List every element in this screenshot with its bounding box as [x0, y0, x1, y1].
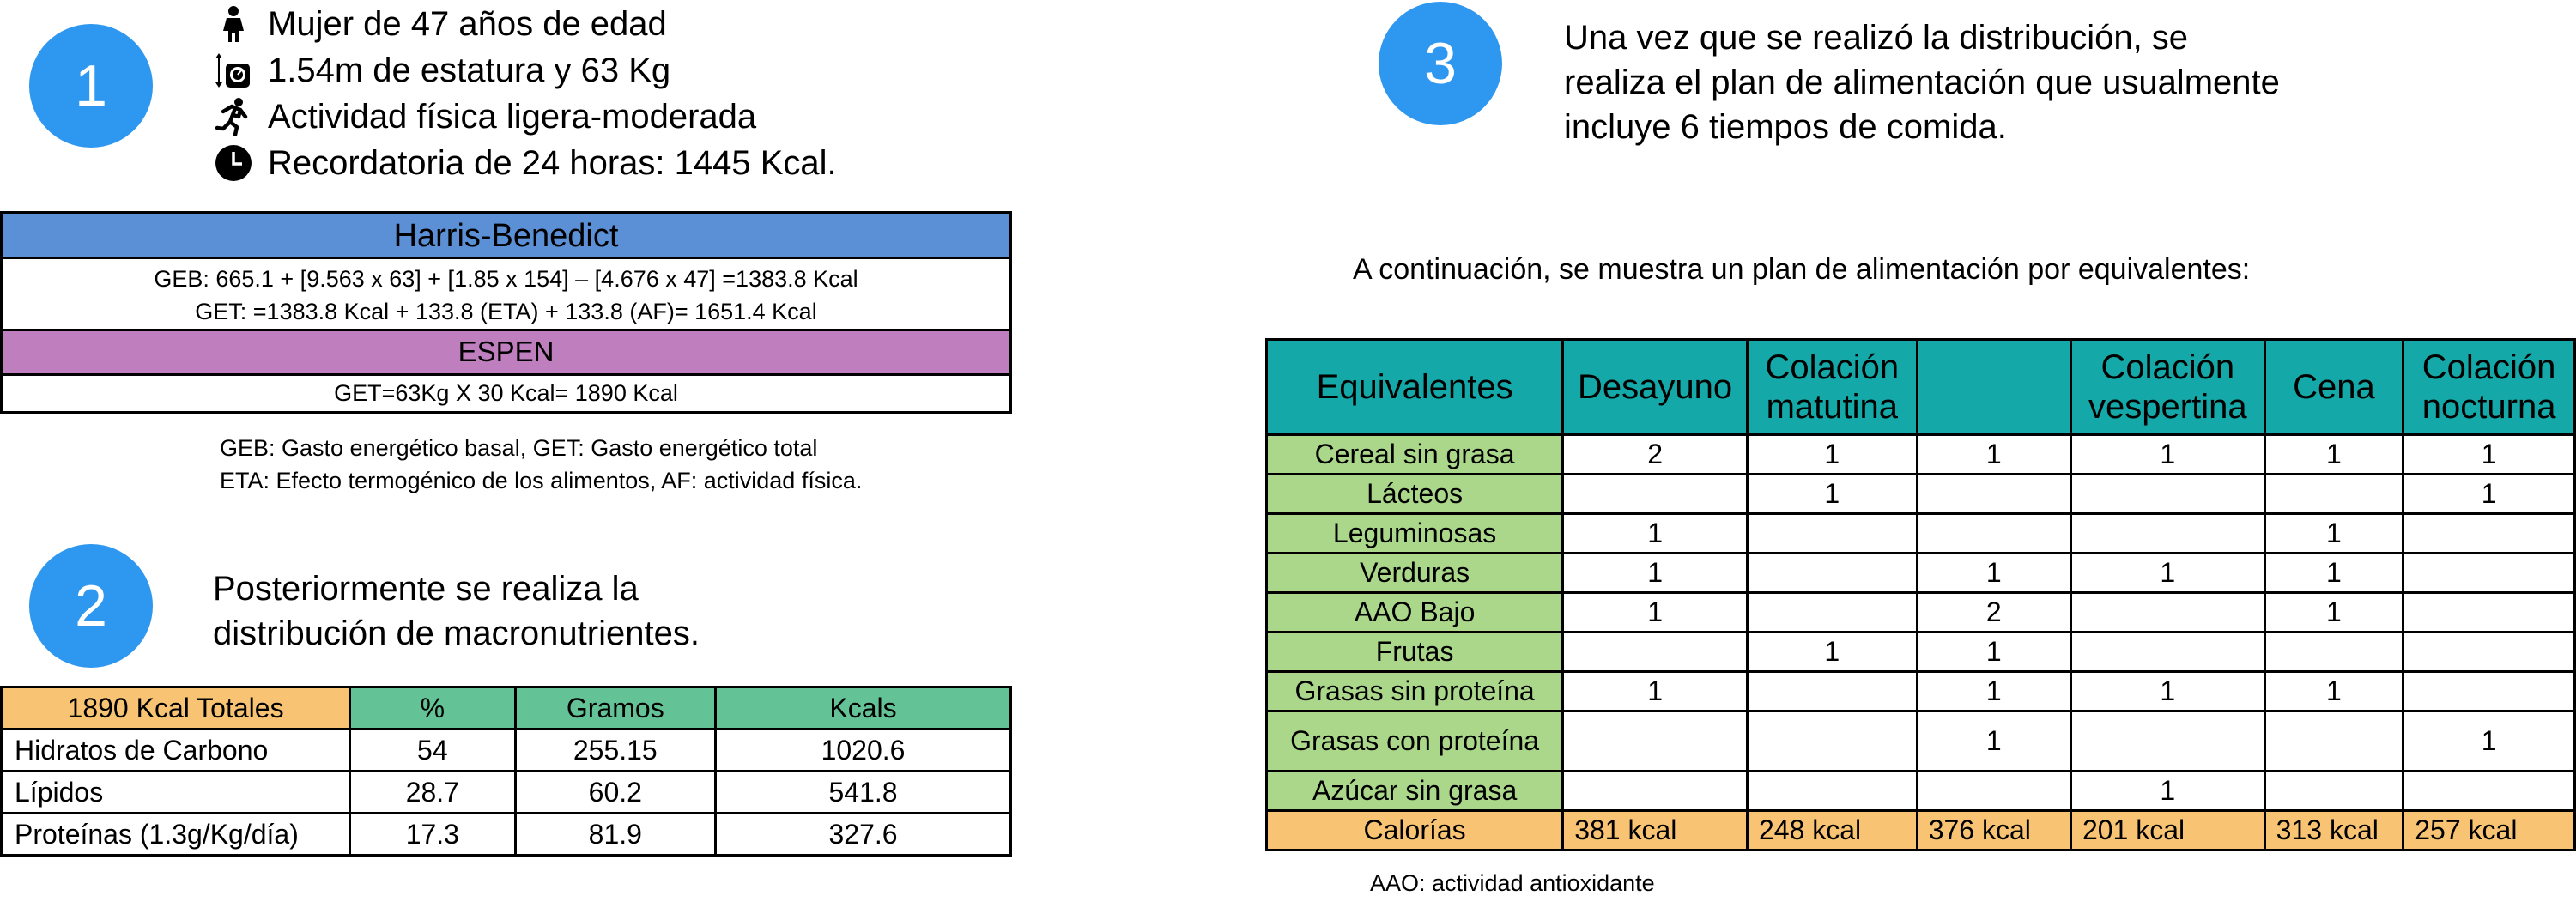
plan-cell — [2264, 633, 2403, 672]
step-3-badge — [1379, 2, 1502, 125]
plan-cell — [1747, 554, 1917, 593]
food-group-label: Cereal sin grasa — [1267, 435, 1563, 475]
plan-cell — [2403, 514, 2575, 554]
plan-cell: 1 — [1563, 514, 1748, 554]
macro-cell: Proteínas (1.3g/Kg/día) — [2, 814, 350, 856]
plan-cell — [2070, 711, 2264, 772]
plan-cell — [2403, 554, 2575, 593]
table-row — [1267, 811, 2575, 851]
plan-cell — [2264, 711, 2403, 772]
plan-cell: 1 — [1747, 633, 1917, 672]
plan-cell — [1747, 772, 1917, 811]
food-group-label: AAO Bajo — [1267, 593, 1563, 633]
macro-cell: 54 — [350, 729, 515, 772]
clock-icon — [215, 144, 252, 182]
plan-cell — [1917, 772, 2070, 811]
plan-cell — [2403, 633, 2575, 672]
table-row — [2, 772, 1011, 814]
table-row — [1267, 554, 2575, 593]
plan-cell: 1 — [2403, 711, 2575, 772]
step-3-description — [1564, 15, 2280, 149]
food-group-label: Azúcar sin grasa — [1267, 772, 1563, 811]
plan-cell: 1 — [2403, 475, 2575, 514]
energy-calculation-block — [0, 211, 1012, 414]
plan-cell — [2070, 514, 2264, 554]
step-2-badge — [29, 544, 153, 668]
macro-cell: 327.6 — [716, 814, 1011, 856]
abbreviation-note-2: ETA: Efecto termogénico de los alimentos, AF: actividad física. — [220, 468, 863, 493]
meal-plan-footnote: AAO: actividad antioxidante — [1370, 870, 1655, 896]
macro-header-total: 1890 Kcal Totales — [2, 687, 350, 729]
patient-activity-text: Actividad física ligera-moderada — [268, 98, 757, 136]
macro-header-grams: Gramos — [515, 687, 715, 729]
table-row — [2, 814, 1011, 856]
step-3-line-3: incluye 6 tiempos de comida. — [1564, 108, 2007, 146]
food-group-label: Grasas sin proteína — [1267, 672, 1563, 711]
patient-recall — [268, 141, 837, 185]
table-row — [1267, 593, 2575, 633]
table-row — [1267, 711, 2575, 772]
plan-header-cell: Equivalentes — [1267, 340, 1563, 435]
plan-header-cell: Cena — [2264, 340, 2403, 435]
food-group-label: Lácteos — [1267, 475, 1563, 514]
step-2-number: 2 — [75, 573, 107, 639]
plan-cell — [1747, 514, 1917, 554]
plan-cell: 1 — [2264, 514, 2403, 554]
plan-cell: 1 — [1747, 435, 1917, 475]
calories-cell: 376 kcal — [1917, 811, 2070, 851]
plan-cell — [2070, 593, 2264, 633]
plan-cell — [1563, 633, 1748, 672]
macro-header-kcals: Kcals — [716, 687, 1011, 729]
food-group-label: Grasas con proteína — [1267, 711, 1563, 772]
step-3-line-1: Una vez que se realizó la distribución, se — [1564, 19, 2189, 57]
calories-cell: 201 kcal — [2070, 811, 2264, 851]
food-group-label: Leguminosas — [1267, 514, 1563, 554]
espen-header: ESPEN — [0, 331, 1012, 376]
table-row — [1267, 475, 2575, 514]
plan-cell: 1 — [1563, 554, 1748, 593]
plan-cell: 1 — [1917, 672, 2070, 711]
plan-cell: 1 — [1563, 593, 1748, 633]
calories-cell: 257 kcal — [2403, 811, 2575, 851]
plan-cell: 1 — [2070, 554, 2264, 593]
plan-cell: 1 — [2264, 593, 2403, 633]
macro-cell: 28.7 — [350, 772, 515, 814]
plan-cell — [1747, 672, 1917, 711]
plan-cell — [1563, 711, 1748, 772]
plan-cell — [2070, 633, 2264, 672]
plan-cell: 1 — [1917, 435, 2070, 475]
meal-plan-table — [1265, 338, 2576, 851]
plan-cell: 1 — [2070, 435, 2264, 475]
calories-label: Calorías — [1267, 811, 1563, 851]
table-row — [1267, 672, 2575, 711]
plan-cell — [2264, 772, 2403, 811]
get-formula: GET: =1383.8 Kcal + 133.8 (ETA) + 133.8 (AF)= 1651.4 Kcal — [195, 299, 817, 324]
step-1-number: 1 — [75, 53, 107, 118]
calories-cell: 313 kcal — [2264, 811, 2403, 851]
step-1-badge — [29, 24, 153, 148]
plan-cell: 1 — [1917, 711, 2070, 772]
table-row — [1267, 514, 2575, 554]
plan-cell — [2264, 475, 2403, 514]
step-3-number: 3 — [1424, 31, 1457, 96]
macro-cell: 1020.6 — [716, 729, 1011, 772]
plan-cell — [2070, 475, 2264, 514]
plan-cell — [1563, 475, 1748, 514]
plan-header-cell: Colación nocturna — [2403, 340, 2575, 435]
plan-cell — [1747, 711, 1917, 772]
food-group-label: Frutas — [1267, 633, 1563, 672]
plan-cell: 1 — [1747, 475, 1917, 514]
plan-cell: 2 — [1917, 593, 2070, 633]
step-2-line-2: distribución de macronutrientes. — [213, 614, 700, 652]
plan-cell: 1 — [1917, 554, 2070, 593]
patient-height-weight — [268, 48, 670, 93]
calories-cell: 248 kcal — [1747, 811, 1917, 851]
table-row — [1267, 633, 2575, 672]
plan-cell — [2403, 672, 2575, 711]
plan-cell: 1 — [2264, 435, 2403, 475]
geb-formula: GEB: 665.1 + [9.563 x 63] + [1.85 x 154] – [4.676 x 47] =1383.8 Kcal — [154, 266, 858, 292]
table-row — [2, 687, 1011, 729]
plan-cell — [2403, 593, 2575, 633]
patient-recall-text: Recordatoria de 24 horas: 1445 Kcal. — [268, 144, 837, 182]
height-scale-icon — [215, 51, 252, 89]
harris-benedict-header: Harris-Benedict — [0, 211, 1012, 259]
food-group-label: Verduras — [1267, 554, 1563, 593]
step-2-line-1: Posteriormente se realiza la — [213, 570, 639, 608]
plan-cell — [1747, 593, 1917, 633]
plan-cell: 1 — [2070, 772, 2264, 811]
macro-cell: 60.2 — [515, 772, 715, 814]
plan-cell: 1 — [2070, 672, 2264, 711]
macro-cell: Lípidos — [2, 772, 350, 814]
plan-cell: 2 — [1563, 435, 1748, 475]
step-2-description — [213, 566, 700, 656]
macro-header-percent: % — [350, 687, 515, 729]
plan-cell — [1917, 475, 2070, 514]
macro-cell: 541.8 — [716, 772, 1011, 814]
plan-cell: 1 — [1917, 633, 2070, 672]
patient-sex-age — [268, 2, 667, 46]
plan-cell — [2403, 772, 2575, 811]
plan-cell — [1917, 514, 2070, 554]
patient-activity — [268, 94, 756, 139]
meal-plan-intro: A continuación, se muestra un plan de alimentación por equivalentes: — [1353, 253, 2251, 286]
macro-cell: Hidratos de Carbono — [2, 729, 350, 772]
plan-header-cell: Colación vespertina — [2070, 340, 2264, 435]
running-person-icon — [215, 98, 252, 136]
table-row — [2, 729, 1011, 772]
macro-cell: 255.15 — [515, 729, 715, 772]
harris-benedict-formulas — [0, 259, 1012, 331]
table-row — [1267, 340, 2575, 435]
step-3-line-2: realiza el plan de alimentación que usualmente — [1564, 64, 2280, 101]
table-row — [1267, 772, 2575, 811]
plan-header-cell — [1917, 340, 2070, 435]
plan-header-cell: Desayuno — [1563, 340, 1748, 435]
abbreviation-note-1: GEB: Gasto energético basal, GET: Gasto energético total — [220, 435, 818, 461]
plan-cell: 1 — [2264, 554, 2403, 593]
plan-cell — [1563, 772, 1748, 811]
plan-cell: 1 — [2264, 672, 2403, 711]
table-row — [1267, 435, 2575, 475]
plan-cell: 1 — [2403, 435, 2575, 475]
espen-formula: GET=63Kg X 30 Kcal= 1890 Kcal — [0, 376, 1012, 414]
plan-header-cell: Colación matutina — [1747, 340, 1917, 435]
calories-cell: 381 kcal — [1563, 811, 1748, 851]
macro-cell: 81.9 — [515, 814, 715, 856]
patient-sex-age-text: Mujer de 47 años de edad — [268, 5, 667, 43]
plan-cell: 1 — [1563, 672, 1748, 711]
patient-height-weight-text: 1.54m de estatura y 63 Kg — [268, 51, 671, 89]
macro-cell: 17.3 — [350, 814, 515, 856]
woman-icon — [215, 5, 252, 43]
macronutrient-table — [0, 686, 1012, 857]
